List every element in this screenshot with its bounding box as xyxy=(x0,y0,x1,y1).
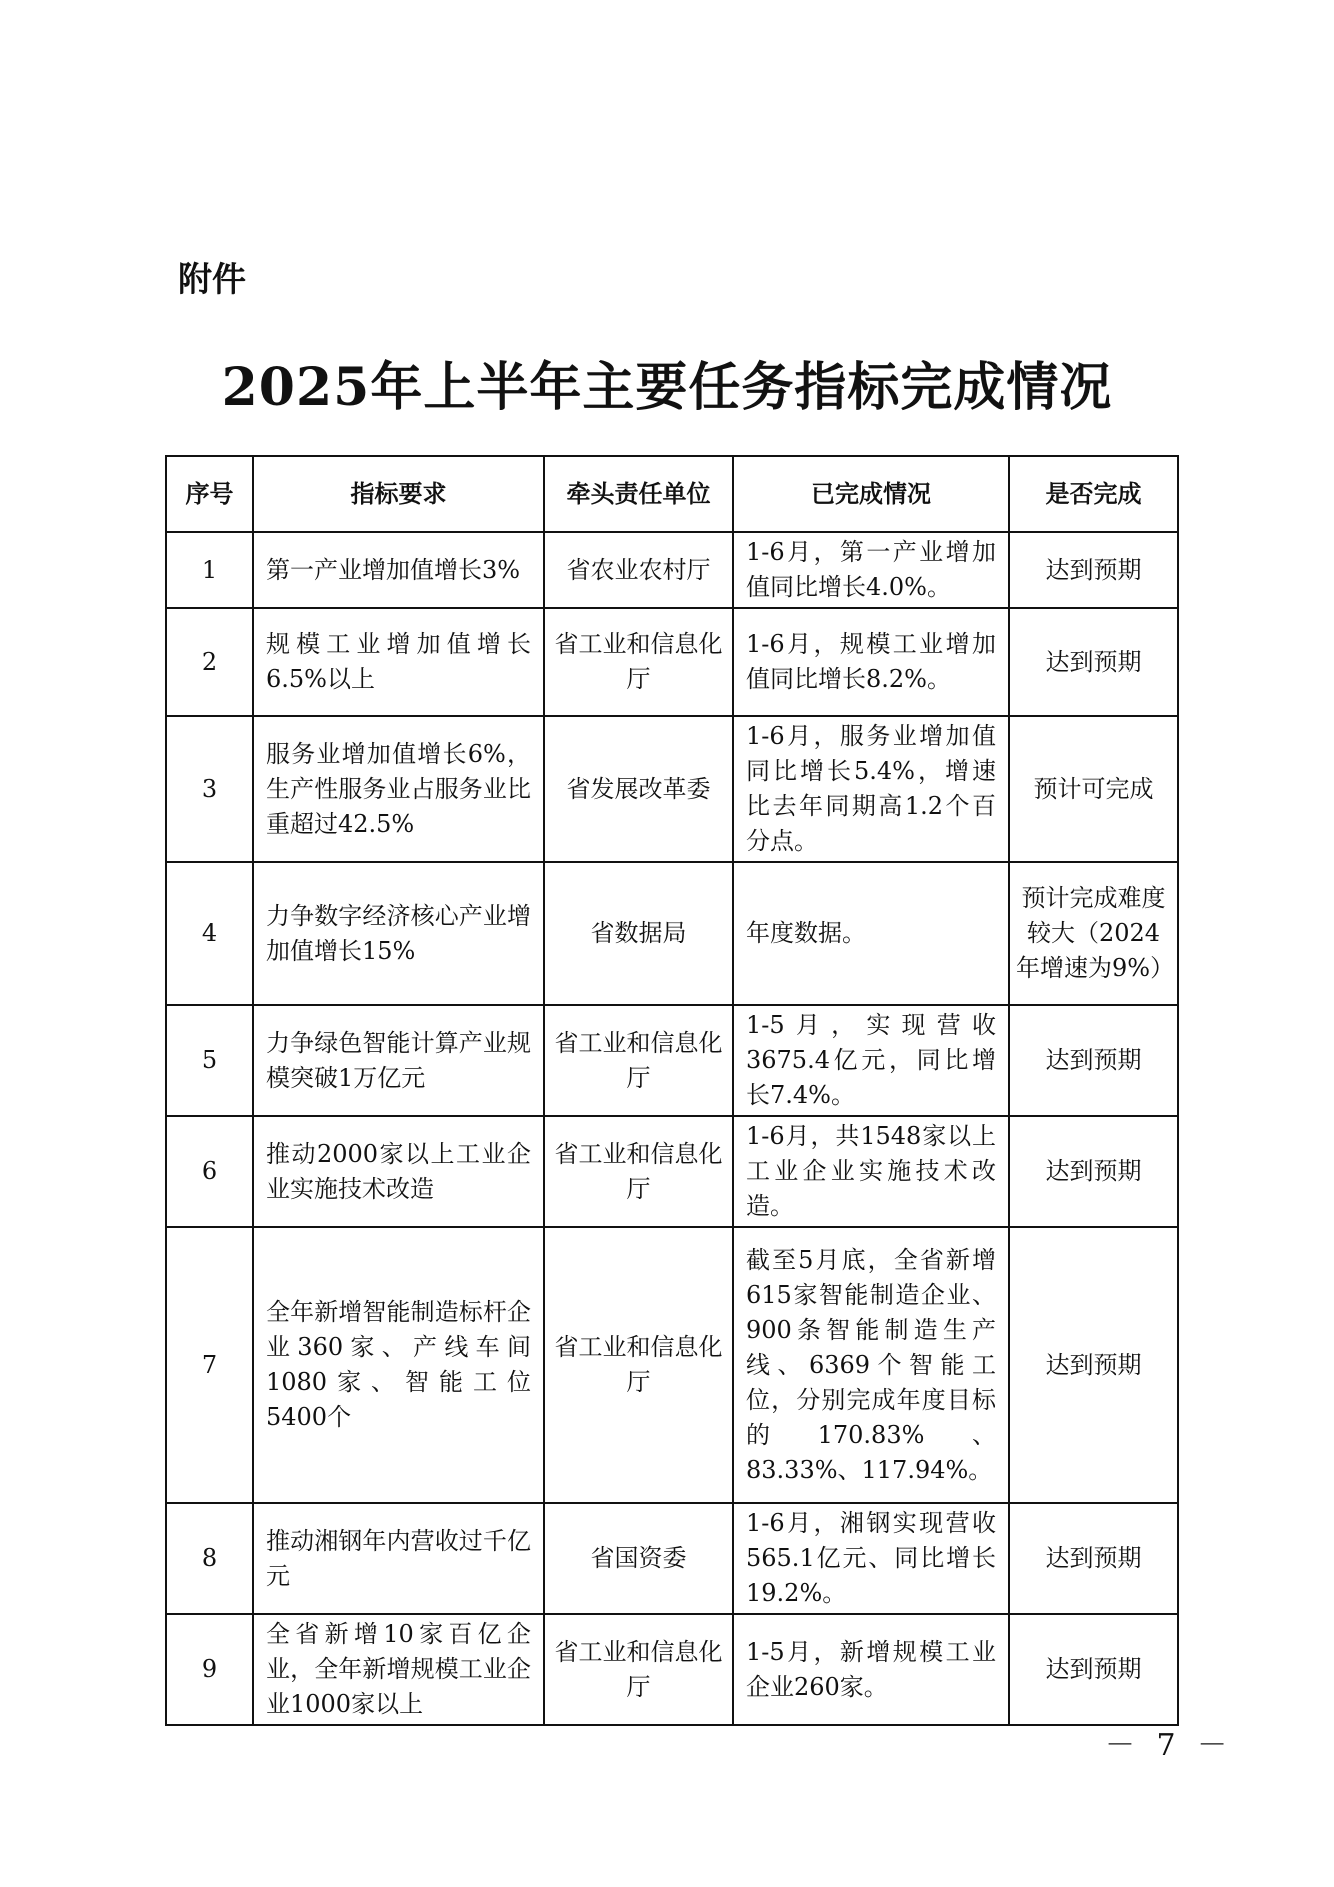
table-row xyxy=(166,608,1178,716)
cell-status: 达到预期 xyxy=(1009,1227,1178,1503)
cell-index: 6 xyxy=(166,1116,253,1227)
table-row xyxy=(166,1116,1178,1227)
cell-status: 达到预期 xyxy=(1009,1116,1178,1227)
cell-requirement: 力争数字经济核心产业增加值增长15% xyxy=(253,862,544,1005)
table-row xyxy=(166,716,1178,862)
cell-unit: 省数据局 xyxy=(544,862,733,1005)
cell-index: 2 xyxy=(166,608,253,716)
cell-unit: 省发展改革委 xyxy=(544,716,733,862)
cell-requirement: 规模工业增加值增长6.5%以上 xyxy=(253,608,544,716)
cell-requirement: 推动2000家以上工业企业实施技术改造 xyxy=(253,1116,544,1227)
header-progress: 已完成情况 xyxy=(733,456,1009,532)
cell-index: 7 xyxy=(166,1227,253,1503)
cell-progress: 1-6月，湘钢实现营收565.1亿元、同比增长19.2%。 xyxy=(733,1503,1009,1614)
cell-status: 达到预期 xyxy=(1009,532,1178,608)
cell-status: 预计可完成 xyxy=(1009,716,1178,862)
cell-status: 达到预期 xyxy=(1009,608,1178,716)
cell-status: 达到预期 xyxy=(1009,1005,1178,1116)
cell-requirement: 力争绿色智能计算产业规模突破1万亿元 xyxy=(253,1005,544,1116)
header-status: 是否完成 xyxy=(1009,456,1178,532)
cell-unit: 省工业和信息化厅 xyxy=(544,1005,733,1116)
cell-status: 预计完成难度较大（2024年增速为9%） xyxy=(1009,862,1178,1005)
cell-index: 1 xyxy=(166,532,253,608)
cell-requirement: 第一产业增加值增长3% xyxy=(253,532,544,608)
cell-requirement: 推动湘钢年内营收过千亿元 xyxy=(253,1503,544,1614)
table-header-row xyxy=(166,456,1178,532)
cell-progress: 1-6月，服务业增加值同比增长5.4%，增速比去年同期高1.2个百分点。 xyxy=(733,716,1009,862)
cell-index: 4 xyxy=(166,862,253,1005)
table-row xyxy=(166,1227,1178,1503)
header-requirement: 指标要求 xyxy=(253,456,544,532)
attachment-label: 附件 xyxy=(178,260,246,300)
table-row xyxy=(166,1005,1178,1116)
cell-unit: 省国资委 xyxy=(544,1503,733,1614)
cell-index: 9 xyxy=(166,1614,253,1725)
table-row xyxy=(166,532,1178,608)
page-title: 2025年上半年主要任务指标完成情况 xyxy=(221,357,1113,418)
cell-status: 达到预期 xyxy=(1009,1503,1178,1614)
cell-progress: 1-6月，第一产业增加值同比增长4.0%。 xyxy=(733,532,1009,608)
cell-requirement: 服务业增加值增长6%，生产性服务业占服务业比重超过42.5% xyxy=(253,716,544,862)
cell-index: 8 xyxy=(166,1503,253,1614)
cell-progress: 1-5月，新增规模工业企业260家。 xyxy=(733,1614,1009,1725)
header-index: 序号 xyxy=(166,456,253,532)
cell-index: 3 xyxy=(166,716,253,862)
table-row xyxy=(166,862,1178,1005)
cell-progress: 1-6月，共1548家以上工业企业实施技术改造。 xyxy=(733,1116,1009,1227)
cell-index: 5 xyxy=(166,1005,253,1116)
cell-unit: 省工业和信息化厅 xyxy=(544,608,733,716)
cell-progress: 1-5月，实现营收3675.4亿元，同比增长7.4%。 xyxy=(733,1005,1009,1116)
cell-unit: 省工业和信息化厅 xyxy=(544,1227,733,1503)
cell-status: 达到预期 xyxy=(1009,1614,1178,1725)
table-row xyxy=(166,1503,1178,1614)
header-responsible-unit: 牵头责任单位 xyxy=(544,456,733,532)
cell-unit: 省工业和信息化厅 xyxy=(544,1614,733,1725)
cell-progress: 年度数据。 xyxy=(733,862,1009,1005)
cell-unit: 省工业和信息化厅 xyxy=(544,1116,733,1227)
cell-requirement: 全年新增智能制造标杆企业360家、产线车间1080家、智能工位5400个 xyxy=(253,1227,544,1503)
page-number: － 7 － xyxy=(1105,1728,1234,1763)
cell-progress: 截至5月底，全省新增615家智能制造企业、900条智能制造生产线、6369个智能工位，分别完成年度目标的170.83%、83.33%、117.94%。 xyxy=(733,1227,1009,1503)
table-row xyxy=(166,1614,1178,1725)
cell-unit: 省农业农村厅 xyxy=(544,532,733,608)
cell-requirement: 全省新增10家百亿企业，全年新增规模工业企业1000家以上 xyxy=(253,1614,544,1725)
cell-progress: 1-6月，规模工业增加值同比增长8.2%。 xyxy=(733,608,1009,716)
indicator-table xyxy=(165,455,1179,1726)
